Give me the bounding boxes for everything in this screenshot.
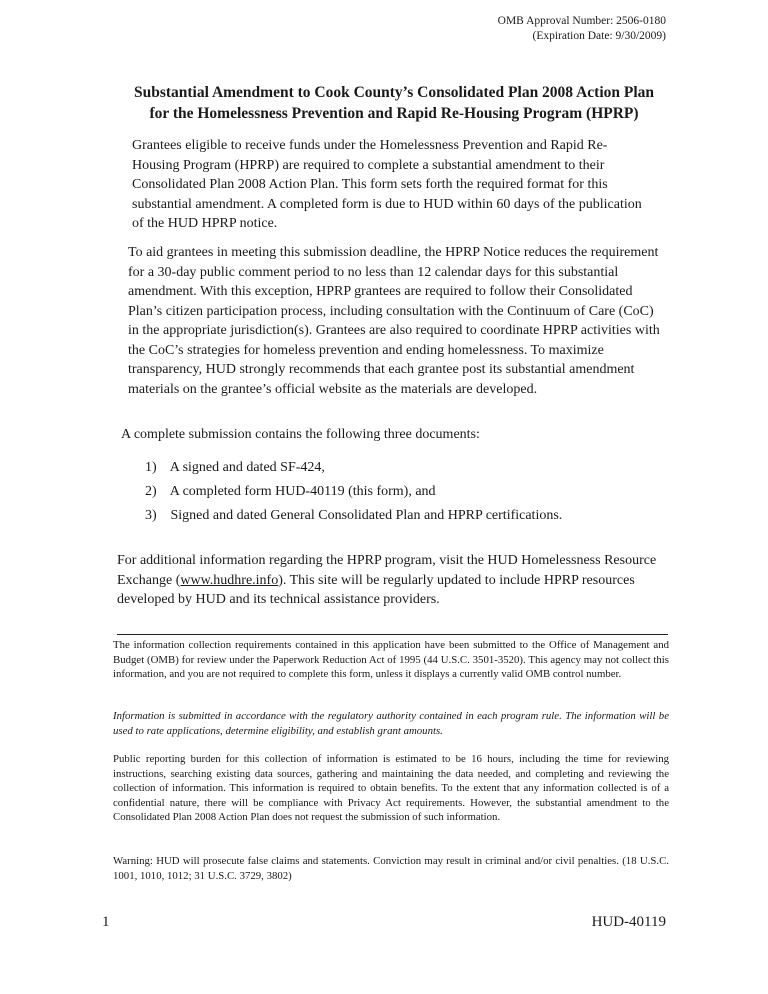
list-item: 3) Signed and dated General Consolidated Plan and HPRP certifications.	[145, 508, 563, 523]
title-line-2: for the Homelessness Prevention and Rapid Re-Housing Program (HPRP)	[149, 105, 639, 122]
list-item: 2) A completed form HUD-40119 (this form), and	[145, 484, 436, 499]
submission-intro: A complete submission contains the following three documents:	[121, 427, 480, 442]
list-item: 1) A signed and dated SF-424,	[145, 460, 325, 475]
section-divider	[117, 634, 668, 635]
omb-expiration-date: (Expiration Date: 9/30/2009)	[532, 30, 666, 42]
title-line-1: Substantial Amendment to Cook County’s Consolidated Plan 2008 Action Plan	[133, 84, 655, 101]
hudhre-link[interactable]: www.hudhre.info	[180, 572, 279, 588]
warning-notice: Warning: HUD will prosecute false claims and statements. Conviction may result in criminal and/or civil penalties. (18 U.S.C. 1001, 1010, 1012; 31 U.S.C. 3729, 3802)	[113, 855, 669, 882]
omb-approval-number: OMB Approval Number: 2506-0180	[497, 15, 666, 27]
authority-notice: Information is submitted in accordance with the regulatory authority contained in each program rule. The information will be used to rate applications, determine eligibility, and establish grant amounts.	[113, 710, 669, 737]
documents-list	[145, 456, 562, 528]
omb-approval-block	[498, 14, 666, 44]
burden-notice: Public reporting burden for this collection of information is estimated to be 16 hours, including the time for reviewing instructions, searching existing data sources, gathering and maintaining the data needed, and completing and reviewing the collection of information. This information is required to obtain benefits. To the extent that any information collected is of a confidential nature, there will be compliance with Privacy Act requirements. However, the substantial amendment to the Consolidated Plan 2008 Action Plan does not request the submission of such information.	[113, 753, 669, 823]
intro-paragraph: Grantees eligible to receive funds under the Homelessness Prevention and Rapid Re-Housing Program (HPRP) are required to complete a substantial amendment to their Consolidated Plan 2008 Action Plan. This form sets forth the required format for this substantial amendment. A completed form is due to HUD within 60 days of the publication of the HUD HPRP notice.	[132, 138, 642, 231]
additional-info-paragraph: For additional information regarding the HPRP program, visit the HUD Homelessness Resource Exchange (www.hudhre.info). This site will be regularly updated to include HPRP resources developed by HUD and its technical assistance providers.	[117, 553, 657, 607]
form-number: HUD-40119	[591, 914, 666, 930]
page-number: 1	[102, 914, 110, 930]
deadline-paragraph: To aid grantees in meeting this submission deadline, the HPRP Notice reduces the requirement for a 30-day public comment period to no less than 12 calendar days for this substantial amendment. With this exception, HPRP grantees are required to follow their Consolidated Plan’s citizen participation process, including consultation with the Continuum of Care (CoC) in the appropriate jurisdiction(s). Grantees are also required to coordinate HPRP activities with the CoC’s strategies for homeless prevention and ending homelessness. To maximize transparency, HUD strongly recommends that each grantee post its substantial amendment materials on the grantee’s official website as the materials are developed.	[128, 245, 660, 397]
document-title	[100, 82, 688, 124]
paperwork-notice: The information collection requirements contained in this application have been submitted to the Office of Management and Budget (OMB) for review under the Paperwork Reduction Act of 1995 (44 U.S.C. 3501-3520). This agency may not collect this information, and you are not required to complete this form, unless it displays a currently valid OMB control number.	[113, 639, 669, 680]
